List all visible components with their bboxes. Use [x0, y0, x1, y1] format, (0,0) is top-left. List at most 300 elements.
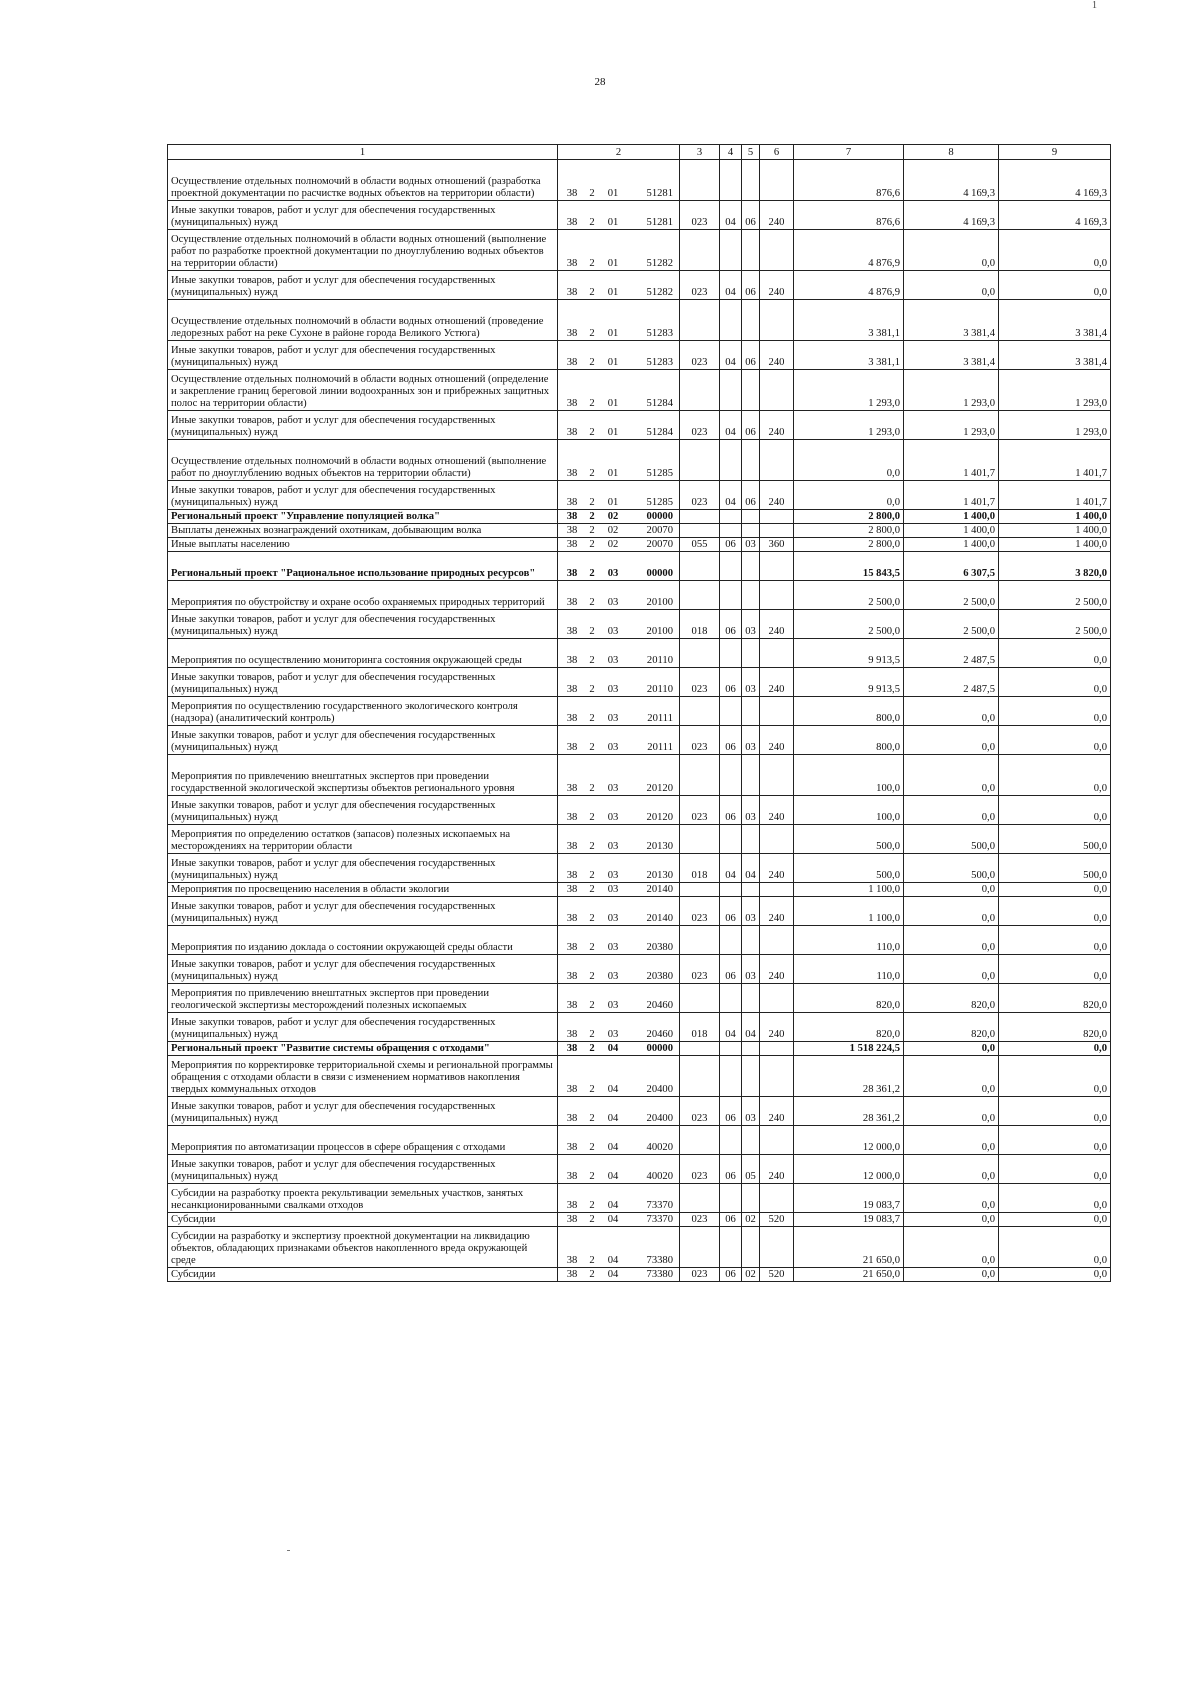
- table-row: [168, 825, 1111, 854]
- row-amount-col8: 0,0: [904, 1056, 999, 1097]
- table-row: [168, 481, 1111, 510]
- code-part-c2: 2: [589, 742, 595, 754]
- row-amount-col7: 0,0: [794, 440, 904, 481]
- row-target-code: [558, 1056, 680, 1097]
- row-subsection: 06: [742, 201, 760, 230]
- code-part-c1: 38: [566, 1142, 578, 1154]
- row-amount-col8: 500,0: [904, 854, 999, 883]
- code-part-c1: 38: [566, 468, 578, 480]
- code-part-c1: 38: [566, 1255, 578, 1267]
- code-part-c2: 2: [589, 942, 595, 954]
- row-expense-type: 240: [760, 897, 794, 926]
- header-cell-4: 4: [720, 145, 742, 160]
- row-expense-type: 240: [760, 411, 794, 440]
- code-part-c3: 03: [607, 568, 619, 580]
- row-name: Мероприятия по осуществлению государственного экологического контроля (надзора) (аналитический контроль): [168, 697, 558, 726]
- row-grbs: [680, 552, 720, 581]
- row-amount-col8: 0,0: [904, 1184, 999, 1213]
- code-part-c2: 2: [589, 684, 595, 696]
- budget-table: [167, 144, 1111, 1282]
- row-grbs: 023: [680, 1213, 720, 1227]
- row-amount-col8: 0,0: [904, 897, 999, 926]
- code-part-c4: 20140: [646, 884, 673, 896]
- row-amount-col9: 0,0: [999, 1056, 1111, 1097]
- row-amount-col9: 1 400,0: [999, 524, 1111, 538]
- scan-artifact: [287, 1550, 290, 1551]
- row-amount-col9: 4 169,3: [999, 160, 1111, 201]
- row-amount-col8: 2 487,5: [904, 639, 999, 668]
- code-part-c2: 2: [589, 1142, 595, 1154]
- code-part-c2: 2: [589, 626, 595, 638]
- row-expense-type: [760, 697, 794, 726]
- code-part-c2: 2: [589, 913, 595, 925]
- row-section: 06: [720, 1213, 742, 1227]
- code-part-c4: 20070: [646, 525, 673, 537]
- row-expense-type: [760, 755, 794, 796]
- row-amount-col9: 0,0: [999, 271, 1111, 300]
- row-grbs: [680, 510, 720, 524]
- row-amount-col7: 2 800,0: [794, 538, 904, 552]
- row-amount-col8: 0,0: [904, 1126, 999, 1155]
- row-subsection: 03: [742, 1097, 760, 1126]
- table-row: [168, 1097, 1111, 1126]
- code-part-c2: 2: [589, 1084, 595, 1096]
- code-part-c3: 04: [607, 1113, 619, 1125]
- row-name: Иные закупки товаров, работ и услуг для обеспечения государственных (муниципальных) нужд: [168, 668, 558, 697]
- row-target-code: [558, 271, 680, 300]
- code-part-c2: 2: [589, 258, 595, 270]
- row-amount-col8: 0,0: [904, 271, 999, 300]
- row-name: Иные закупки товаров, работ и услуг для обеспечения государственных (муниципальных) нужд: [168, 726, 558, 755]
- code-part-c3: 03: [607, 1029, 619, 1041]
- code-part-c4: 20460: [646, 1000, 673, 1012]
- row-section: [720, 639, 742, 668]
- row-grbs: [680, 1227, 720, 1268]
- table-row: [168, 610, 1111, 639]
- row-amount-col8: 1 400,0: [904, 524, 999, 538]
- code-part-c4: 51282: [646, 258, 673, 270]
- row-expense-type: [760, 825, 794, 854]
- row-amount-col9: 0,0: [999, 897, 1111, 926]
- row-subsection: [742, 697, 760, 726]
- code-part-c2: 2: [589, 971, 595, 983]
- row-target-code: [558, 984, 680, 1013]
- row-subsection: [742, 639, 760, 668]
- row-subsection: [742, 883, 760, 897]
- row-amount-col8: 0,0: [904, 796, 999, 825]
- table-row: [168, 524, 1111, 538]
- row-grbs: [680, 984, 720, 1013]
- row-amount-col8: 1 400,0: [904, 538, 999, 552]
- code-part-c2: 2: [589, 841, 595, 853]
- code-part-c4: 20130: [646, 870, 673, 882]
- row-expense-type: 360: [760, 538, 794, 552]
- code-part-c2: 2: [589, 870, 595, 882]
- row-amount-col7: 9 913,5: [794, 668, 904, 697]
- row-target-code: [558, 510, 680, 524]
- row-amount-col8: 0,0: [904, 955, 999, 984]
- code-part-c1: 38: [566, 525, 578, 537]
- code-part-c2: 2: [589, 328, 595, 340]
- row-expense-type: 240: [760, 481, 794, 510]
- row-amount-col7: 100,0: [794, 796, 904, 825]
- row-section: [720, 1126, 742, 1155]
- row-amount-col7: 500,0: [794, 825, 904, 854]
- code-part-c4: 51282: [646, 287, 673, 299]
- row-target-code: [558, 1213, 680, 1227]
- row-expense-type: [760, 1184, 794, 1213]
- header-cell-9: 9: [999, 145, 1111, 160]
- row-grbs: 023: [680, 341, 720, 370]
- row-section: 04: [720, 854, 742, 883]
- row-amount-col9: 0,0: [999, 1213, 1111, 1227]
- code-part-c4: 20111: [647, 742, 673, 754]
- code-part-c1: 38: [566, 626, 578, 638]
- row-grbs: 023: [680, 271, 720, 300]
- table-row: [168, 854, 1111, 883]
- row-section: [720, 926, 742, 955]
- table-row: [168, 581, 1111, 610]
- code-part-c2: 2: [589, 1113, 595, 1125]
- row-amount-col8: 0,0: [904, 1097, 999, 1126]
- row-amount-col9: 0,0: [999, 955, 1111, 984]
- row-grbs: 018: [680, 610, 720, 639]
- code-part-c1: 38: [566, 1113, 578, 1125]
- row-section: 06: [720, 726, 742, 755]
- row-name: Осуществление отдельных полномочий в области водных отношений (разработка проектной документации по расчистке водных объектов на территории области): [168, 160, 558, 201]
- row-amount-col7: 800,0: [794, 697, 904, 726]
- code-part-c4: 00000: [646, 1043, 673, 1055]
- row-subsection: [742, 1126, 760, 1155]
- code-part-c3: 01: [607, 258, 619, 270]
- row-target-code: [558, 201, 680, 230]
- row-expense-type: [760, 883, 794, 897]
- row-name: Субсидии на разработку и экспертизу проектной документации на ликвидацию объектов, обладающих признаками объектов накопленного вреда окружающей среде: [168, 1227, 558, 1268]
- row-target-code: [558, 230, 680, 271]
- code-part-c1: 38: [566, 568, 578, 580]
- row-target-code: [558, 796, 680, 825]
- code-part-c3: 03: [607, 655, 619, 667]
- table-row: [168, 230, 1111, 271]
- row-target-code: [558, 1126, 680, 1155]
- row-amount-col9: 500,0: [999, 854, 1111, 883]
- code-part-c2: 2: [589, 713, 595, 725]
- row-expense-type: [760, 926, 794, 955]
- row-name: Субсидии: [168, 1213, 558, 1227]
- row-name: Иные закупки товаров, работ и услуг для обеспечения государственных (муниципальных) нужд: [168, 201, 558, 230]
- row-name: Субсидии: [168, 1268, 558, 1282]
- code-part-c4: 20460: [646, 1029, 673, 1041]
- code-part-c1: 38: [566, 1029, 578, 1041]
- row-expense-type: 520: [760, 1213, 794, 1227]
- code-part-c1: 38: [566, 742, 578, 754]
- row-expense-type: [760, 552, 794, 581]
- row-grbs: 023: [680, 955, 720, 984]
- row-amount-col9: 4 169,3: [999, 201, 1111, 230]
- row-name: Иные закупки товаров, работ и услуг для обеспечения государственных (муниципальных) нужд: [168, 481, 558, 510]
- row-amount-col8: 1 401,7: [904, 440, 999, 481]
- code-part-c2: 2: [589, 525, 595, 537]
- row-amount-col9: 0,0: [999, 1155, 1111, 1184]
- row-subsection: 06: [742, 411, 760, 440]
- code-part-c4: 51281: [646, 217, 673, 229]
- row-subsection: 03: [742, 726, 760, 755]
- row-subsection: 03: [742, 796, 760, 825]
- code-part-c3: 03: [607, 913, 619, 925]
- table-row: [168, 639, 1111, 668]
- code-part-c1: 38: [566, 1000, 578, 1012]
- code-part-c3: 01: [607, 287, 619, 299]
- code-part-c3: 03: [607, 812, 619, 824]
- row-amount-col7: 1 293,0: [794, 370, 904, 411]
- code-part-c4: 20130: [646, 841, 673, 853]
- code-part-c4: 20380: [646, 971, 673, 983]
- code-part-c1: 38: [566, 870, 578, 882]
- code-part-c2: 2: [589, 511, 595, 523]
- row-target-code: [558, 883, 680, 897]
- row-expense-type: 240: [760, 854, 794, 883]
- code-part-c1: 38: [566, 783, 578, 795]
- row-expense-type: [760, 1227, 794, 1268]
- code-part-c1: 38: [566, 328, 578, 340]
- code-part-c2: 2: [589, 1255, 595, 1267]
- row-amount-col9: 0,0: [999, 726, 1111, 755]
- row-section: [720, 370, 742, 411]
- row-amount-col7: 820,0: [794, 984, 904, 1013]
- code-part-c3: 03: [607, 597, 619, 609]
- code-part-c4: 20120: [646, 783, 673, 795]
- row-expense-type: 240: [760, 1097, 794, 1126]
- row-target-code: [558, 552, 680, 581]
- row-expense-type: 240: [760, 610, 794, 639]
- code-part-c2: 2: [589, 884, 595, 896]
- row-amount-col7: 28 361,2: [794, 1097, 904, 1126]
- row-section: 06: [720, 1097, 742, 1126]
- table-row: [168, 883, 1111, 897]
- row-target-code: [558, 926, 680, 955]
- row-name: Субсидии на разработку проекта рекультивации земельных участков, занятых несанкционированными свалками отходов: [168, 1184, 558, 1213]
- row-subsection: 06: [742, 481, 760, 510]
- row-amount-col7: 820,0: [794, 1013, 904, 1042]
- row-amount-col9: 0,0: [999, 1184, 1111, 1213]
- row-amount-col9: 1 293,0: [999, 370, 1111, 411]
- row-section: 04: [720, 341, 742, 370]
- row-grbs: [680, 926, 720, 955]
- row-subsection: 04: [742, 1013, 760, 1042]
- row-name: Иные закупки товаров, работ и услуг для обеспечения государственных (муниципальных) нужд: [168, 897, 558, 926]
- row-target-code: [558, 538, 680, 552]
- row-amount-col8: 500,0: [904, 825, 999, 854]
- row-grbs: [680, 1042, 720, 1056]
- row-amount-col7: 800,0: [794, 726, 904, 755]
- row-name: Мероприятия по просвещению населения в области экологии: [168, 883, 558, 897]
- row-amount-col8: 1 401,7: [904, 481, 999, 510]
- code-part-c1: 38: [566, 188, 578, 200]
- code-part-c1: 38: [566, 1269, 578, 1281]
- row-name: Мероприятия по определению остатков (запасов) полезных ископаемых на месторождениях на территории области: [168, 825, 558, 854]
- code-part-c4: 51283: [646, 328, 673, 340]
- row-grbs: 023: [680, 481, 720, 510]
- code-part-c2: 2: [589, 1269, 595, 1281]
- code-part-c1: 38: [566, 597, 578, 609]
- code-part-c3: 03: [607, 626, 619, 638]
- code-part-c3: 03: [607, 742, 619, 754]
- row-target-code: [558, 825, 680, 854]
- row-name: Выплаты денежных вознаграждений охотникам, добывающим волка: [168, 524, 558, 538]
- row-amount-col9: 1 400,0: [999, 510, 1111, 524]
- code-part-c4: 40020: [646, 1171, 673, 1183]
- row-amount-col9: 0,0: [999, 1126, 1111, 1155]
- code-part-c3: 03: [607, 942, 619, 954]
- code-part-c4: 20120: [646, 812, 673, 824]
- row-subsection: 03: [742, 610, 760, 639]
- code-part-c2: 2: [589, 812, 595, 824]
- row-subsection: 02: [742, 1268, 760, 1282]
- row-amount-col9: 1 400,0: [999, 538, 1111, 552]
- code-part-c3: 04: [607, 1084, 619, 1096]
- code-part-c3: 04: [607, 1269, 619, 1281]
- header-cell-1: 1: [168, 145, 558, 160]
- code-part-c3: 01: [607, 217, 619, 229]
- code-part-c3: 01: [607, 188, 619, 200]
- code-part-c1: 38: [566, 884, 578, 896]
- row-expense-type: 240: [760, 726, 794, 755]
- row-subsection: [742, 440, 760, 481]
- row-subsection: [742, 1227, 760, 1268]
- code-part-c4: 51283: [646, 357, 673, 369]
- row-name: Мероприятия по обустройству и охране особо охраняемых природных территорий: [168, 581, 558, 610]
- table-row: [168, 955, 1111, 984]
- table-row: [168, 411, 1111, 440]
- code-part-c3: 04: [607, 1200, 619, 1212]
- row-name: Мероприятия по осуществлению мониторинга состояния окружающей среды: [168, 639, 558, 668]
- code-part-c2: 2: [589, 188, 595, 200]
- row-target-code: [558, 897, 680, 926]
- row-expense-type: [760, 581, 794, 610]
- row-section: 06: [720, 668, 742, 697]
- table-row: [168, 1126, 1111, 1155]
- row-amount-col8: 0,0: [904, 926, 999, 955]
- row-section: [720, 552, 742, 581]
- row-name: Осуществление отдельных полномочий в области водных отношений (проведение ледорезных работ на реке Сухоне в районе города Великого Устюга): [168, 300, 558, 341]
- code-part-c4: 20110: [646, 655, 673, 667]
- row-target-code: [558, 160, 680, 201]
- row-name: Иные закупки товаров, работ и услуг для обеспечения государственных (муниципальных) нужд: [168, 796, 558, 825]
- code-part-c3: 04: [607, 1214, 619, 1226]
- row-expense-type: [760, 440, 794, 481]
- row-amount-col8: 0,0: [904, 1042, 999, 1056]
- row-amount-col7: 110,0: [794, 926, 904, 955]
- row-subsection: [742, 230, 760, 271]
- code-part-c2: 2: [589, 1000, 595, 1012]
- table-row: [168, 1227, 1111, 1268]
- row-section: [720, 1042, 742, 1056]
- row-expense-type: [760, 524, 794, 538]
- row-target-code: [558, 481, 680, 510]
- code-part-c2: 2: [589, 398, 595, 410]
- row-target-code: [558, 440, 680, 481]
- table-row: [168, 926, 1111, 955]
- row-amount-col9: 0,0: [999, 1097, 1111, 1126]
- code-part-c2: 2: [589, 568, 595, 580]
- header-cell-3: 3: [680, 145, 720, 160]
- table-body: [168, 145, 1111, 1282]
- row-subsection: 03: [742, 955, 760, 984]
- row-amount-col9: 0,0: [999, 1227, 1111, 1268]
- row-name: Мероприятия по привлечению внештатных экспертов при проведении геологической экспертизы месторождений полезных ископаемых: [168, 984, 558, 1013]
- row-amount-col7: 2 800,0: [794, 510, 904, 524]
- row-section: 06: [720, 538, 742, 552]
- row-grbs: 023: [680, 668, 720, 697]
- code-part-c1: 38: [566, 287, 578, 299]
- row-section: [720, 984, 742, 1013]
- table-row: [168, 1042, 1111, 1056]
- row-grbs: 018: [680, 1013, 720, 1042]
- code-part-c3: 01: [607, 468, 619, 480]
- row-expense-type: 240: [760, 1155, 794, 1184]
- row-amount-col9: 1 401,7: [999, 481, 1111, 510]
- table-row: [168, 1268, 1111, 1282]
- table-row: [168, 1013, 1111, 1042]
- row-amount-col8: 820,0: [904, 984, 999, 1013]
- row-amount-col7: 876,6: [794, 201, 904, 230]
- row-section: 06: [720, 610, 742, 639]
- row-amount-col8: 0,0: [904, 726, 999, 755]
- code-part-c1: 38: [566, 511, 578, 523]
- row-subsection: [742, 984, 760, 1013]
- row-name: Иные закупки товаров, работ и услуг для обеспечения государственных (муниципальных) нужд: [168, 271, 558, 300]
- code-part-c4: 20100: [646, 626, 673, 638]
- row-amount-col7: 1 100,0: [794, 897, 904, 926]
- code-part-c3: 01: [607, 497, 619, 509]
- row-amount-col8: 2 500,0: [904, 610, 999, 639]
- table-row: [168, 552, 1111, 581]
- row-target-code: [558, 1097, 680, 1126]
- code-part-c1: 38: [566, 217, 578, 229]
- row-subsection: 06: [742, 341, 760, 370]
- row-amount-col9: 0,0: [999, 639, 1111, 668]
- row-expense-type: 240: [760, 955, 794, 984]
- row-expense-type: [760, 300, 794, 341]
- row-grbs: [680, 370, 720, 411]
- code-part-c2: 2: [589, 597, 595, 609]
- row-target-code: [558, 524, 680, 538]
- row-name: Региональный проект "Рациональное использование природных ресурсов": [168, 552, 558, 581]
- code-part-c3: 03: [607, 713, 619, 725]
- code-part-c2: 2: [589, 1171, 595, 1183]
- row-name: Региональный проект "Развитие системы обращения с отходами": [168, 1042, 558, 1056]
- code-part-c2: 2: [589, 468, 595, 480]
- row-grbs: [680, 1184, 720, 1213]
- row-expense-type: 240: [760, 341, 794, 370]
- row-grbs: 023: [680, 1155, 720, 1184]
- row-target-code: [558, 610, 680, 639]
- row-name: Иные закупки товаров, работ и услуг для обеспечения государственных (муниципальных) нужд: [168, 411, 558, 440]
- row-target-code: [558, 581, 680, 610]
- code-part-c3: 03: [607, 684, 619, 696]
- row-grbs: [680, 825, 720, 854]
- row-target-code: [558, 1184, 680, 1213]
- row-amount-col7: 2 500,0: [794, 581, 904, 610]
- row-amount-col8: 0,0: [904, 883, 999, 897]
- row-amount-col9: 0,0: [999, 755, 1111, 796]
- code-part-c2: 2: [589, 217, 595, 229]
- row-name: Иные закупки товаров, работ и услуг для обеспечения государственных (муниципальных) нужд: [168, 1155, 558, 1184]
- row-grbs: 023: [680, 726, 720, 755]
- code-part-c2: 2: [589, 1029, 595, 1041]
- row-amount-col7: 4 876,9: [794, 271, 904, 300]
- row-amount-col7: 21 650,0: [794, 1227, 904, 1268]
